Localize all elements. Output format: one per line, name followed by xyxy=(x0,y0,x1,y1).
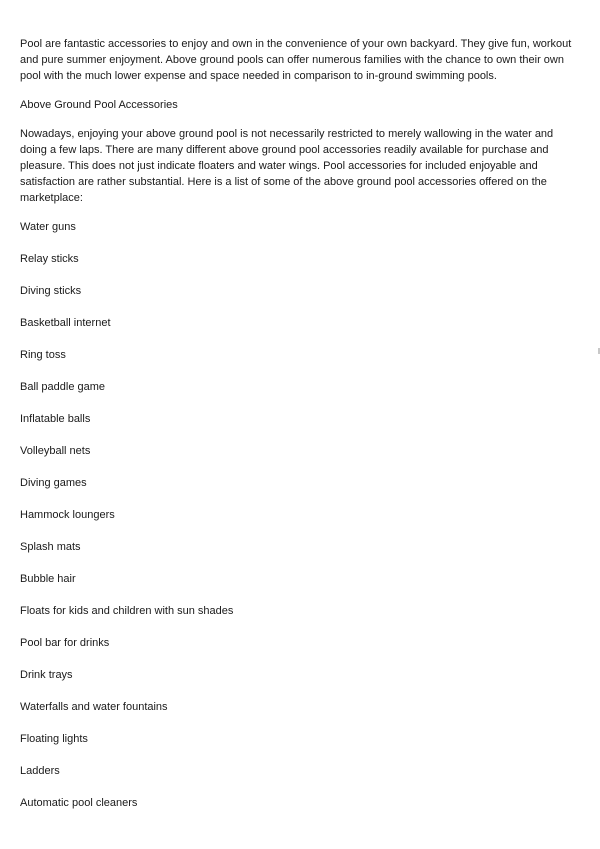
list-item: Diving games xyxy=(20,477,87,489)
section-heading: Above Ground Pool Accessories xyxy=(20,99,178,111)
list-item: Waterfalls and water fountains xyxy=(20,701,168,713)
list-item: Floating lights xyxy=(20,733,88,745)
list-item: Water guns xyxy=(20,221,76,233)
list-item: Drink trays xyxy=(20,669,73,681)
list-item: Diving sticks xyxy=(20,285,82,297)
list-item: Floats for kids and children with sun shades xyxy=(20,605,234,617)
list-item: Volleyball nets xyxy=(20,445,91,457)
list-item: Automatic pool cleaners xyxy=(20,797,138,809)
list-item: Ring toss xyxy=(20,349,66,361)
list-item: Inflatable balls xyxy=(20,413,91,425)
list-item: Basketball internet xyxy=(20,317,111,329)
body-paragraph: Nowadays, enjoying your above ground pool is not necessarily restricted to merely wallowing in the water and doing a few laps. There are many different above ground pool accessories readily available for purchase and pleasure. This does not just indicate floaters and water wings. Pool accessories for included enjoyable and satisfaction are rather substantial. Here is a list of some of the above ground pool accessories offered on the marketplace: xyxy=(20,128,554,204)
list-item: Ladders xyxy=(20,765,60,777)
article-body xyxy=(20,36,582,827)
list-item: Hammock loungers xyxy=(20,509,115,521)
list-item: Ball paddle game xyxy=(20,381,106,393)
list-item: Splash mats xyxy=(20,541,81,553)
list-item: Pool bar for drinks xyxy=(20,637,110,649)
accessories-list xyxy=(20,219,582,811)
intro-paragraph: Pool are fantastic accessories to enjoy and own in the convenience of your own backyard. They give fun, workout and pure summer enjoyment. Above ground pools can offer numerous families with the chance to own their own pool with the much lower expense and space needed in comparison to in-ground swimming pools. xyxy=(20,38,572,82)
list-item: Relay sticks xyxy=(20,253,79,265)
list-item: Bubble hair xyxy=(20,573,76,585)
